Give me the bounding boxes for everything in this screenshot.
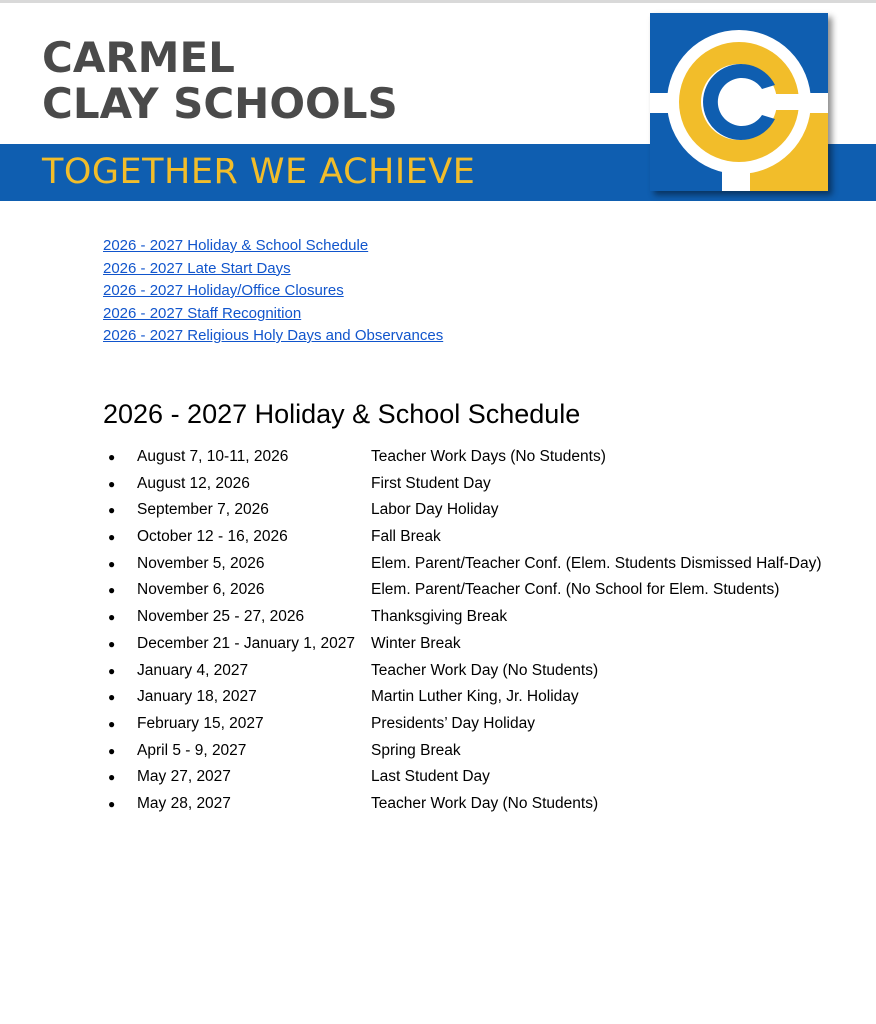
bullet: ● <box>108 556 116 571</box>
bullet: ● <box>108 796 116 811</box>
section-links <box>103 235 443 348</box>
brand-name-line-1: CARMEL <box>42 33 235 82</box>
link-holiday-office-closures[interactable]: 2026 - 2027 Holiday/Office Closures <box>103 282 344 299</box>
schedule-event: Teacher Work Days (No Students) <box>371 448 606 465</box>
schedule-date: February 15, 2027 <box>137 714 264 732</box>
schedule-date: May 28, 2027 <box>137 794 231 812</box>
link-late-start-days[interactable]: 2026 - 2027 Late Start Days <box>103 259 291 277</box>
schedule-date: November 6, 2026 <box>137 581 265 599</box>
bullet: ● <box>108 636 116 651</box>
schedule-date: November 5, 2026 <box>137 554 265 572</box>
bullet: ● <box>108 503 116 518</box>
schedule-date: April 5 - 9, 2027 <box>137 741 247 759</box>
link-staff-recognition[interactable]: 2026 - 2027 Staff Recognition <box>103 304 302 322</box>
tagline: TOGETHER WE ACHIEVE <box>42 152 476 192</box>
schedule-date: January 4, 2027 <box>137 661 249 679</box>
carmel-c-logo-icon <box>650 13 828 191</box>
schedule-event: First Student Day <box>371 474 491 492</box>
bullet: ● <box>108 583 116 598</box>
section-title: 2026 - 2027 Holiday & School Schedule <box>103 399 581 429</box>
schedule-event: Thanksgiving Break <box>371 608 508 626</box>
schedule-date: August 12, 2026 <box>137 474 250 492</box>
schedule-event: Martin Luther King, Jr. Holiday <box>371 688 579 706</box>
page-header <box>0 3 876 200</box>
bullet: ● <box>108 663 116 678</box>
schedule-date: September 7, 2026 <box>137 501 269 519</box>
bullet: ● <box>108 610 116 625</box>
schedule-event: Fall Break <box>371 528 441 546</box>
schedule-date: January 18, 2027 <box>137 688 257 706</box>
link-religious-holy-days[interactable]: 2026 - 2027 Religious Holy Days and Observances <box>103 327 444 344</box>
bullet: ● <box>108 770 116 785</box>
bullet: ● <box>108 716 116 731</box>
schedule-event: Spring Break <box>371 741 461 759</box>
schedule-date: May 27, 2027 <box>137 768 231 786</box>
link-holiday-school-schedule[interactable]: 2026 - 2027 Holiday & School Schedule <box>103 237 369 254</box>
bullet: ● <box>108 690 116 705</box>
schedule-date: December 21 - January 1, 2027 <box>137 634 355 652</box>
bullet: ● <box>108 743 116 758</box>
schedule-event: Winter Break <box>371 634 461 652</box>
schedule-event: Last Student Day <box>371 768 490 786</box>
schedule-event: Teacher Work Day (No Students) <box>371 794 599 812</box>
schedule-event: Elem. Parent/Teacher Conf. (No School for Elem. Students) <box>371 581 780 599</box>
bullet: ● <box>108 476 116 491</box>
schedule-date: October 12 - 16, 2026 <box>137 528 288 546</box>
schedule-event: Teacher Work Day (No Students) <box>371 661 599 679</box>
schedule-event: Presidents’ Day Holiday <box>371 714 535 732</box>
bullet: ● <box>108 450 116 464</box>
bullet: ● <box>108 530 116 545</box>
schedule-date: November 25 - 27, 2026 <box>137 608 305 626</box>
brand-name-line-2: CLAY SCHOOLS <box>42 79 398 128</box>
schedule-date: August 7, 10-11, 2026 <box>137 448 289 465</box>
schedule-event: Elem. Parent/Teacher Conf. (Elem. Students Dismissed Half-Day) <box>371 554 822 572</box>
schedule-event: Labor Day Holiday <box>371 501 499 519</box>
